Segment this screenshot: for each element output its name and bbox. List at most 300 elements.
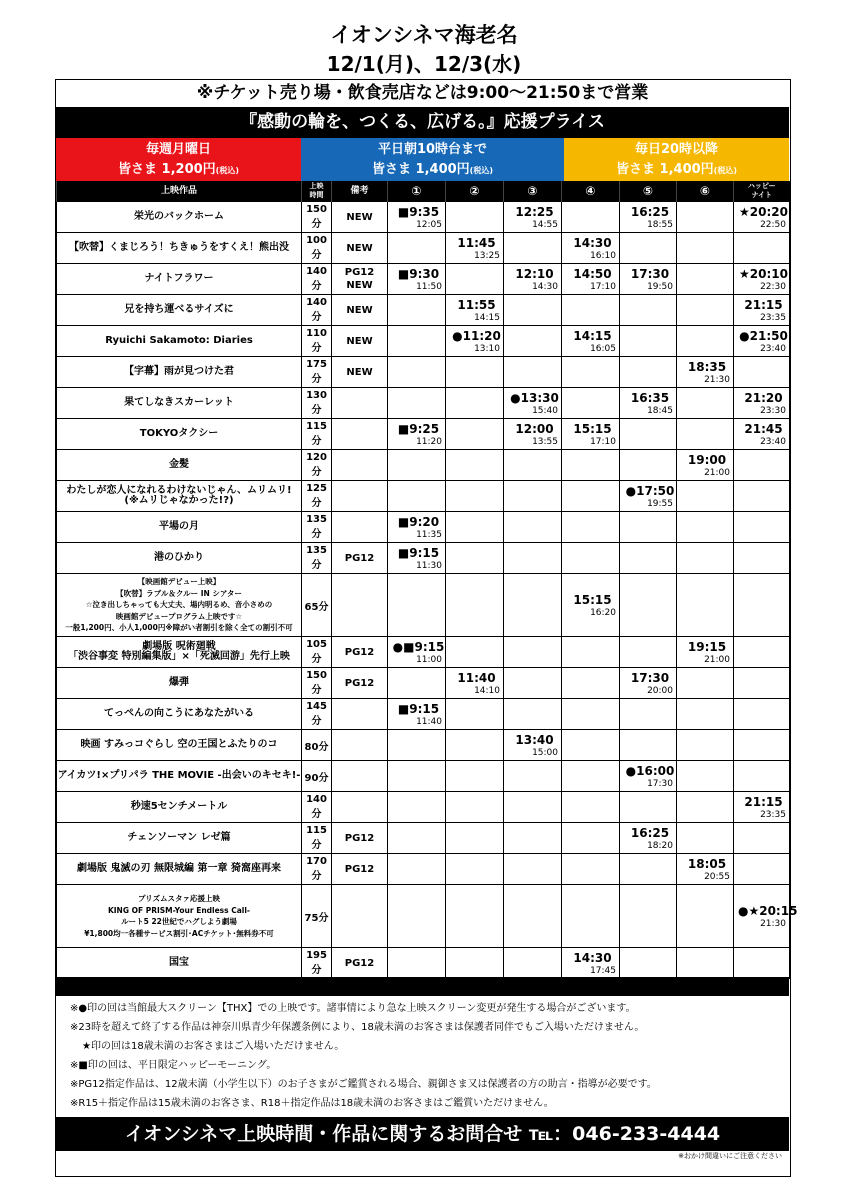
movie-title: TOKYOタクシー (57, 419, 302, 450)
movie-note: PG12 NEW (332, 264, 388, 295)
end-time: 19:55 (647, 498, 673, 509)
showtime-cell (504, 233, 562, 264)
showtime-cell (562, 823, 620, 854)
movie-duration: 145分 (302, 699, 332, 730)
movie-title: 平場の月 (57, 512, 302, 543)
showtime-cell (446, 388, 504, 419)
table-row (57, 885, 790, 948)
movie-note (332, 574, 388, 637)
end-time: 12:05 (416, 219, 442, 230)
movie-title: 国宝 (57, 948, 302, 979)
price-box-morning (301, 138, 564, 181)
showtime-cell (446, 419, 504, 450)
showtime-cell (677, 543, 734, 574)
table-row (57, 574, 790, 637)
showtime-cell (388, 637, 446, 668)
header-duration: 上映 時間 (302, 181, 332, 202)
movie-note (332, 792, 388, 823)
start-time: ■9:25 (397, 421, 440, 436)
showtime-cell (562, 202, 620, 233)
showtime-cell (388, 326, 446, 357)
showtime-cell (734, 388, 790, 419)
end-time: 23:35 (760, 809, 786, 820)
showtime-cell (388, 202, 446, 233)
showtime-cell (734, 419, 790, 450)
movie-note: PG12 (332, 543, 388, 574)
showtime-cell (620, 854, 677, 885)
showtime-cell (388, 761, 446, 792)
showtime-cell (677, 326, 734, 357)
schedule-frame (55, 79, 798, 1177)
showtime-cell (388, 885, 446, 948)
showtime-cell (562, 326, 620, 357)
start-time: ■9:30 (397, 266, 440, 281)
start-time: 18:35 (687, 359, 727, 374)
showtime-cell (388, 699, 446, 730)
end-time: 13:10 (474, 343, 500, 354)
movie-title: 港のひかり (57, 543, 302, 574)
end-time: 22:50 (760, 219, 786, 230)
showtime-cell (677, 574, 734, 637)
end-time: 17:30 (647, 778, 673, 789)
table-row (57, 823, 790, 854)
end-time: 23:30 (760, 405, 786, 416)
movie-note: NEW (332, 233, 388, 264)
showtime-cell (677, 264, 734, 295)
movie-note (332, 481, 388, 512)
showtime-cell (620, 388, 677, 419)
end-time: 11:35 (416, 529, 442, 540)
start-time: ●13:30 (510, 390, 559, 405)
showtime-cell (677, 730, 734, 761)
start-time: 14:15 (573, 328, 612, 343)
showtime-cell (677, 699, 734, 730)
showtime-cell (620, 264, 677, 295)
price-amount: 皆さま 1,400円 (616, 162, 714, 177)
showtime-cell (446, 823, 504, 854)
end-time: 17:10 (590, 281, 616, 292)
showtime-cell (734, 885, 798, 948)
showtime-cell (734, 326, 790, 357)
showtime-cell (504, 854, 562, 885)
showtime-cell (562, 761, 620, 792)
showtime-cell (562, 792, 620, 823)
end-time: 19:50 (647, 281, 673, 292)
movie-title: 爆弾 (57, 668, 302, 699)
showtime-cell (620, 823, 677, 854)
showtime-cell (562, 450, 620, 481)
table-row (57, 326, 790, 357)
start-time: 16:25 (630, 825, 670, 840)
slogan-banner: 『感動の輪を、つくる、広げる。』応援プライス (56, 107, 789, 138)
end-time: 20:00 (647, 685, 673, 696)
showtime-cell (504, 481, 562, 512)
showtime-cell (446, 481, 504, 512)
table-row (57, 481, 790, 512)
hours-notice: ※チケット売り場・飲食売店などは9:00～21:50まで営業 (196, 83, 649, 103)
end-time: 18:55 (647, 219, 673, 230)
movie-note (332, 885, 388, 948)
showtime-cell (677, 357, 734, 388)
showtime-cell (388, 450, 446, 481)
movie-duration: 140分 (302, 264, 332, 295)
showtime-cell (446, 512, 504, 543)
start-time: ●★20:15 (738, 903, 798, 918)
end-time: 21:30 (760, 918, 786, 929)
header-slot: ③ (504, 181, 562, 202)
showtime-cell (734, 450, 790, 481)
start-time: ●21:50 (739, 328, 788, 343)
showtime-cell (620, 792, 677, 823)
showtime-cell (677, 450, 734, 481)
end-time: 21:00 (704, 467, 730, 478)
showtime-cell (504, 637, 562, 668)
movie-title: 劇場版 呪術廻戦 「渋谷事変 特別編集版」×「死滅回游」先行上映 (57, 637, 302, 668)
showtime-cell (504, 202, 562, 233)
showtime-cell (388, 481, 446, 512)
start-time: 21:20 (744, 390, 783, 405)
showtime-cell (734, 823, 790, 854)
showtime-cell (504, 761, 562, 792)
movie-duration: 195分 (302, 948, 332, 979)
start-time: 15:15 (573, 421, 612, 436)
start-time: 14:30 (573, 235, 612, 250)
showtime-cell (388, 357, 446, 388)
end-time: 23:35 (760, 312, 786, 323)
start-time: ■9:35 (397, 204, 440, 219)
movie-duration: 140分 (302, 295, 332, 326)
movie-duration: 90分 (302, 761, 332, 792)
showtime-cell (504, 295, 562, 326)
price-box-evening (564, 138, 789, 181)
movie-note: PG12 (332, 823, 388, 854)
showtime-cell (677, 885, 734, 948)
end-time: 21:30 (704, 374, 730, 385)
header-slot: ① (388, 181, 446, 202)
inquiry-banner: イオンシネマ上映時間・作品に関するお問合せ ℡：046-233-4444 (56, 1117, 789, 1151)
showtime-cell (446, 668, 504, 699)
start-time: ■9:15 (397, 545, 440, 560)
showtime-cell (734, 792, 790, 823)
showtime-cell (388, 419, 446, 450)
showtime-cell (446, 761, 504, 792)
showtime-cell (734, 637, 790, 668)
showtime-cell (620, 948, 677, 979)
start-time: 11:55 (457, 297, 496, 312)
movie-duration: 80分 (302, 730, 332, 761)
schedule-date: 12/1(月)、12/3(水) (326, 52, 522, 76)
start-time: 14:30 (573, 950, 612, 965)
table-row (57, 543, 790, 574)
showtime-cell (388, 543, 446, 574)
showtime-cell (677, 761, 734, 792)
showtime-cell (446, 574, 504, 637)
end-time: 15:00 (532, 747, 558, 758)
showtime-cell (677, 481, 734, 512)
showtime-cell (677, 948, 734, 979)
showtime-cell (504, 823, 562, 854)
price-tax: (税込) (713, 166, 737, 175)
end-time: 16:05 (590, 343, 616, 354)
movie-duration: 135分 (302, 543, 332, 574)
start-time: ●16:00 (625, 763, 675, 778)
showtime-cell (388, 264, 446, 295)
price-tax: (税込) (469, 166, 493, 175)
end-time: 16:20 (590, 607, 616, 618)
table-row (57, 202, 790, 233)
movie-note (332, 450, 388, 481)
showtime-cell (677, 854, 734, 885)
end-time: 17:10 (590, 436, 616, 447)
movie-duration: 120分 (302, 450, 332, 481)
showtime-cell (388, 574, 446, 637)
price-title: 毎週月曜日 (145, 142, 211, 157)
start-time: 14:50 (573, 266, 612, 281)
showtime-cell (734, 357, 790, 388)
showtime-cell (446, 948, 504, 979)
start-time: 11:40 (457, 670, 496, 685)
showtime-cell (677, 419, 734, 450)
start-time: 21:15 (744, 794, 783, 809)
showtime-cell (562, 668, 620, 699)
showtime-cell (734, 668, 790, 699)
movie-duration: 170分 (302, 854, 332, 885)
end-time: 14:10 (474, 685, 500, 696)
end-time: 14:15 (474, 312, 500, 323)
movie-title: わたしが恋人になれるわけないじゃん、ムリムリ! (※ムリじゃなかった!?) (57, 481, 302, 512)
showtime-cell (504, 574, 562, 637)
table-row (57, 792, 790, 823)
movie-note: NEW (332, 295, 388, 326)
page-title: イオンシネマ海老名 (330, 23, 518, 47)
movie-duration: 130分 (302, 388, 332, 419)
movie-note (332, 419, 388, 450)
table-row (57, 854, 790, 885)
header-title: 上映作品 (57, 181, 302, 202)
showtime-cell (504, 730, 562, 761)
showtime-cell (620, 761, 677, 792)
showtime-cell (388, 388, 446, 419)
note-line: ※23時を超えて終了する作品は神奈川県青少年保護条例により、18歳未満のお客さまは保護者同伴でもご入場いただけません。 (70, 1022, 645, 1033)
showtime-cell (677, 792, 734, 823)
showtime-cell (504, 885, 562, 948)
end-time: 11:40 (416, 716, 442, 727)
start-time: 15:15 (573, 592, 612, 607)
showtime-cell (734, 264, 790, 295)
movie-title: てっぺんの向こうにあなたがいる (57, 699, 302, 730)
movie-duration: 110分 (302, 326, 332, 357)
showtime-cell (620, 543, 677, 574)
start-time: ●17:50 (625, 483, 675, 498)
showtime-cell (562, 357, 620, 388)
showtime-cell (562, 699, 620, 730)
end-time: 15:40 (532, 405, 558, 416)
table-row (57, 948, 790, 979)
end-time: 17:45 (590, 965, 616, 976)
showtime-cell (504, 388, 562, 419)
movie-note (332, 388, 388, 419)
showtime-cell (620, 295, 677, 326)
showtime-cell (562, 264, 620, 295)
showtime-cell (504, 512, 562, 543)
showtime-cell (562, 543, 620, 574)
table-row (57, 233, 790, 264)
showtime-cell (388, 948, 446, 979)
showtime-cell (734, 543, 790, 574)
showtime-cell (677, 388, 734, 419)
notes-section (70, 999, 790, 1113)
table-row (57, 357, 790, 388)
showtime-cell (504, 668, 562, 699)
showtime-cell (504, 450, 562, 481)
showtime-cell (446, 326, 504, 357)
showtime-cell (446, 264, 504, 295)
header-slot-happy-night: ハッピー ナイト (734, 181, 790, 202)
showtime-cell (562, 730, 620, 761)
header-slot: ② (446, 181, 504, 202)
start-time: 12:00 (515, 421, 554, 436)
movie-note: PG12 (332, 637, 388, 668)
showtime-cell (388, 233, 446, 264)
start-time: 19:00 (687, 452, 727, 467)
showtime-cell (504, 326, 562, 357)
price-tax: (税込) (215, 166, 239, 175)
table-row (57, 699, 790, 730)
showtime-cell (446, 637, 504, 668)
showtime-cell (562, 388, 620, 419)
movie-duration: 175分 (302, 357, 332, 388)
movie-title: チェンソーマン レゼ篇 (57, 823, 302, 854)
end-time: 11:00 (416, 654, 442, 665)
movie-title: 金髪 (57, 450, 302, 481)
table-row (57, 419, 790, 450)
movie-title: 兄を持ち運べるサイズに (57, 295, 302, 326)
movie-note (332, 730, 388, 761)
start-time: ★20:10 (739, 266, 788, 281)
header-slot: ⑥ (677, 181, 734, 202)
showtime-cell (562, 574, 620, 637)
end-time: 16:10 (590, 250, 616, 261)
showtime-cell (620, 326, 677, 357)
showtime-cell (504, 948, 562, 979)
end-time: 23:40 (760, 343, 786, 354)
showtime-cell (446, 854, 504, 885)
movie-title: Ryuichi Sakamoto: Diaries (57, 326, 302, 357)
showtime-cell (734, 730, 790, 761)
header-note: 備考 (332, 181, 388, 202)
movie-duration: 125分 (302, 481, 332, 512)
start-time: 21:15 (744, 297, 783, 312)
showtime-cell (677, 202, 734, 233)
header-slot: ④ (562, 181, 620, 202)
start-time: 17:30 (630, 670, 670, 685)
inquiry-note: ※おかけ間違いにご注意ください (678, 1152, 782, 1160)
showtime-cell (446, 543, 504, 574)
table-row (57, 512, 790, 543)
start-time: ★20:20 (739, 204, 788, 219)
movie-note: PG12 (332, 854, 388, 885)
showtime-cell (446, 730, 504, 761)
movie-duration: 105分 (302, 637, 332, 668)
price-title: 平日朝10時台まで (377, 142, 488, 157)
movie-title: 【吹替】くまじろう！ちきゅうをすくえ！熊出没 (57, 233, 302, 264)
divider-bar (56, 977, 789, 996)
note-line: ※■印の回は、平日限定ハッピーモーニング。 (70, 1060, 277, 1071)
showtime-cell (388, 792, 446, 823)
movie-title: 【映画館デビュー上映】 【吹替】ラブル＆クルー IN シアター ☆泣き出しちゃっても大丈夫、場内明るめ、音小さめの 映画館デビュープログラム上映です☆ 一般1,200円、小人1,000円※障がい者割引を除く全ての割引不可 (57, 574, 302, 637)
showtime-cell (620, 450, 677, 481)
showtime-cell (620, 885, 677, 948)
movie-note: PG12 (332, 668, 388, 699)
start-time: 16:35 (630, 390, 670, 405)
showtime-cell (504, 699, 562, 730)
showtime-cell (562, 419, 620, 450)
start-time: 21:45 (744, 421, 783, 436)
table-row (57, 730, 790, 761)
showtime-cell (388, 512, 446, 543)
showtime-cell (620, 637, 677, 668)
movie-title: プリズムスタァ応援上映 KING OF PRISM-Your Endless Call- ルート5 22世紀でハグしよう劇場 ¥1,800均一各種サービス割引･ACチケット･無料券不可 (57, 885, 302, 948)
table-header-row (57, 181, 790, 202)
showtime-cell (388, 823, 446, 854)
start-time: 17:30 (630, 266, 670, 281)
note-line: ※PG12指定作品は、12歳未満（小学生以下）のお子さまがご鑑賞される場合、親御さま又は保護者の方の助言・指導が必要です。 (70, 1079, 657, 1090)
showtime-cell (504, 357, 562, 388)
movie-duration: 140分 (302, 792, 332, 823)
price-amount: 皆さま 1,200円 (118, 162, 216, 177)
start-time: ■9:15 (397, 701, 440, 716)
movie-note (332, 699, 388, 730)
showtime-cell (620, 512, 677, 543)
showtime-cell (446, 295, 504, 326)
end-time: 14:30 (532, 281, 558, 292)
movie-title: 栄光のバックホーム (57, 202, 302, 233)
showtime-cell (734, 761, 790, 792)
showtime-cell (446, 699, 504, 730)
movie-title: 映画 すみっコぐらし 空の王国とふたりのコ (57, 730, 302, 761)
showtime-cell (734, 699, 790, 730)
showtime-cell (446, 885, 504, 948)
showtime-cell (734, 854, 790, 885)
movie-duration: 150分 (302, 668, 332, 699)
showtime-cell (388, 668, 446, 699)
showtime-cell (677, 512, 734, 543)
showtime-cell (562, 854, 620, 885)
movie-title: 劇場版 鬼滅の刃 無限城編 第一章 猗窩座再来 (57, 854, 302, 885)
showtime-cell (620, 202, 677, 233)
showtime-cell (620, 730, 677, 761)
table-row (57, 450, 790, 481)
movie-title: 果てしなきスカーレット (57, 388, 302, 419)
showtime-cell (620, 357, 677, 388)
showtime-cell (620, 699, 677, 730)
movie-duration: 115分 (302, 419, 332, 450)
end-time: 14:55 (532, 219, 558, 230)
showtime-cell (677, 668, 734, 699)
end-time: 23:40 (760, 436, 786, 447)
movie-duration: 65分 (302, 574, 332, 637)
showtime-cell (562, 233, 620, 264)
movie-title: 秒速5センチメートル (57, 792, 302, 823)
movie-note: NEW (332, 357, 388, 388)
showtime-cell (562, 948, 620, 979)
table-row (57, 637, 790, 668)
end-time: 22:30 (760, 281, 786, 292)
showtime-cell (562, 885, 620, 948)
showtime-cell (734, 512, 790, 543)
showtime-cell (388, 295, 446, 326)
end-time: 20:55 (704, 871, 730, 882)
